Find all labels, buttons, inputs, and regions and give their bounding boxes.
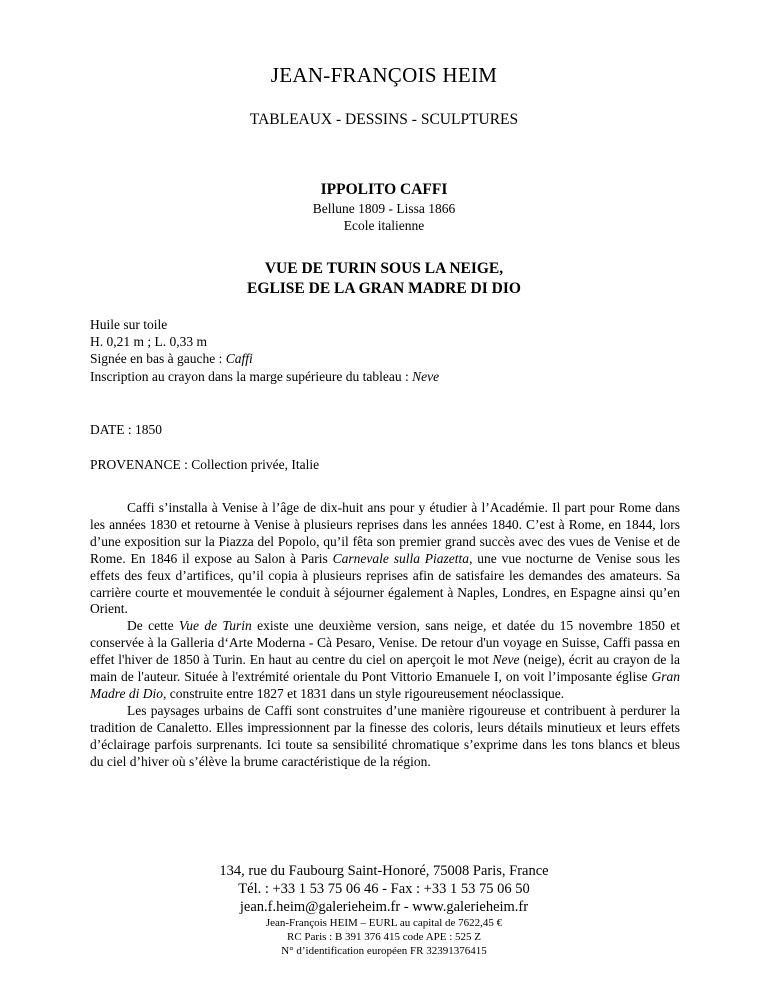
artwork-provenance: PROVENANCE : Collection privée, Italie [90,457,320,472]
text-run: Caffi s’installa à Venise à l’âge de dix-huit ans pour y étudier à l’Académie. Il part pour Rome dans les années 1830 et retourne à Venise à plusieurs reprises dans les années 1840. C’est à Rome, en 1844, lors d’une exposition sur la Piazza del Popolo, qu’il fêta son premier grand succès avec des vues de Venise et de Rome. En 1846 il expose au Salon à Paris [90,500,680,566]
paragraph-biography [90,500,680,618]
artwork-signature [90,350,680,367]
italic-word: Neve [492,652,520,668]
signature-label: Signée en bas à gauche : [90,351,226,367]
artwork-date: DATE : 1850 [90,422,162,437]
artwork-dimensions: H. 0,21 m ; L. 0,33 m [90,334,207,350]
artwork-specs [90,316,680,385]
artwork-inscription [90,368,680,385]
gallery-tagline: TABLEAUX - DESSINS - SCULPTURES [249,111,519,128]
italic-title: Carnevale sulla Piazetta [332,550,470,566]
artwork-title-line2: EGLISE DE LA GRAN MADRE DI DIO [247,280,521,297]
footer-registry: RC Paris : B 391 376 415 code APE : 525 Z [286,931,482,943]
text-run: , construite entre 1827 et 1831 dans un style rigoureusement néoclassique. [163,685,565,701]
artist-block [0,180,768,234]
footer-company: Jean-François HEIM – EURL au capital de 7622,45 € [265,917,503,929]
paragraph-versions [90,618,680,703]
artist-dates: Bellune 1809 - Lissa 1866 [312,201,456,216]
footer [0,862,768,958]
inscription-label: Inscription au crayon dans la marge supérieure du tableau : [90,368,413,384]
paragraph-style: Les paysages urbains de Caffi sont construites d’une manière rigoureuse et contribuent à perdurer la tradition de Canaletto. Elles impressionnent par la finesse des coloris, leurs détails minutieux et leurs effets d’éclairage parfois surprenants. Ici toute sa sensibilité chromatique s’exprime dans les tons blancs et bleus du ciel d’hiver où s’élève la brume caractéristique de la région. [90,702,680,769]
artwork-medium: Huile sur toile [90,317,168,332]
text-run: existe une deuxième version, sans neige, et datée du 15 novembre 1850 et conservée à la Galleria d‘Arte Moderna - Cà Pesaro, Venise. De retour d'un voyage en Suisse, Caffi passa en effet l'hiver de 1850 à Turin. En haut au centre du ciel on aperçoit le mot [90,618,680,668]
italic-title: Gran Madre di Dio [90,669,680,701]
text-run: De cette [127,618,179,634]
artist-name: IPPOLITO CAFFI [320,181,448,198]
italic-title: Vue de Turin [178,618,252,634]
footer-address: 134, rue du Faubourg Saint-Honoré, 75008 Paris, France [219,863,549,879]
signature-value: Caffi [225,351,253,367]
artist-school: Ecole italienne [343,218,425,233]
body-text [90,500,680,771]
footer-vat: N° d’identification européen FR 32391376415 [281,945,487,957]
text-run: , une vue nocturne de Venise sous les effets des feux d’artifices, qu’il copia à plusieurs reprises afin de satisfaire les demandes des amateurs. Sa carrière courte et mouvementée le conduit à séjourner également à Naples, Londres, en Espagne ainsi qu’en Orient. [90,550,681,617]
footer-contact: jean.f.heim@galerieheim.fr - www.galerieheim.fr [239,899,529,915]
gallery-name: JEAN-FRANÇOIS HEIM [270,63,498,87]
text-run: (neige), écrit au crayon de la main de l'auteur. Située à l'extrémité orientale du Pont Vittorio Emanuele I, on voit l’imposante église [90,652,680,685]
footer-phone: Tél. : +33 1 53 75 06 46 - Fax : +33 1 53 75 06 50 [238,881,530,897]
inscription-value: Neve [412,368,440,384]
artwork-title-line1: VUE DE TURIN SOUS LA NEIGE, [264,260,504,277]
artwork-title [0,259,768,299]
